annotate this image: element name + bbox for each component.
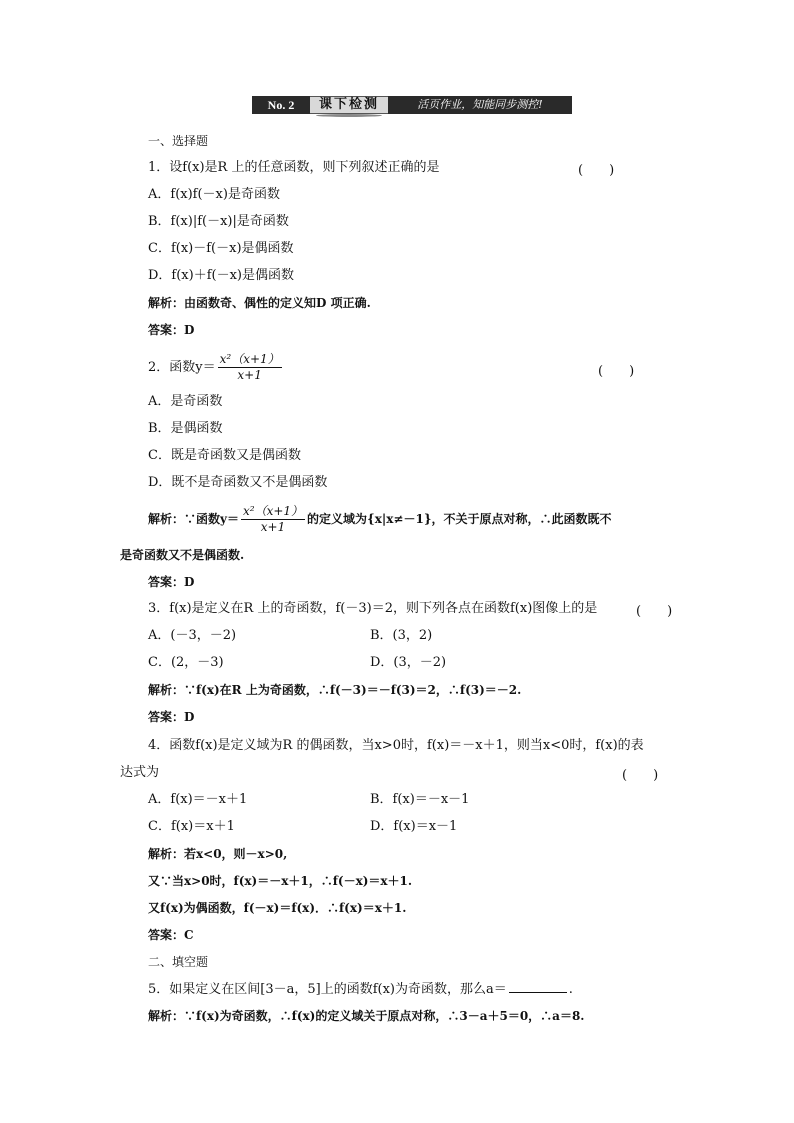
q3-option-c: C．(2，－3) — [148, 655, 224, 670]
section-heading-choice: 一、选择题 — [148, 134, 209, 148]
q2-fraction — [218, 352, 282, 383]
q2-explanation — [148, 501, 612, 541]
q2-fraction-numerator: x²（x+1） — [219, 352, 280, 366]
q4-explanation-line2: 又∵当x>0时，f(x)＝－x＋1，∴f(－x)＝x＋1. — [148, 874, 413, 888]
q4-answer-blank: ( ) — [622, 768, 659, 783]
q2-explanation-fraction — [241, 504, 305, 535]
q2-option-d: D．既不是奇函数又不是偶函数 — [148, 475, 328, 490]
banner-subtitle: 活页作业，知能同步测控! — [388, 96, 572, 114]
q3-explanation: 解析：∵f(x)在R 上为奇函数，∴f(－3)＝－f(3)＝2，∴f(3)＝－2. — [148, 683, 522, 697]
q4-explanation-line1: 解析：若x<0，则－x>0, — [148, 847, 288, 861]
q2-stem-prefix: 2．函数y＝ — [148, 360, 216, 375]
q4-option-a: A．f(x)＝－x＋1 — [148, 792, 248, 807]
q3-answer: 答案：D — [148, 710, 195, 724]
q1-option-b: B．f(x)|f(－x)|是奇函数 — [148, 214, 289, 229]
section-heading-fill: 二、填空题 — [148, 955, 209, 969]
q2-explanation-fraction-denominator: x+1 — [260, 520, 286, 534]
q2-option-b: B．是偶函数 — [148, 421, 223, 436]
q2-explanation-prefix: 解析：∵函数y＝ — [148, 512, 239, 526]
q4-option-d: D．f(x)＝x－1 — [370, 819, 458, 834]
q1-answer-blank: ( ) — [578, 163, 615, 178]
q2-explanation-suffix: 的定义域为{x|x≠－1}，不关于原点对称，∴此函数既不 — [307, 512, 612, 526]
q5-fill-blank — [509, 980, 567, 993]
q1-option-a: A．f(x)f(－x)是奇函数 — [148, 187, 280, 202]
q5-stem — [148, 980, 573, 999]
q3-option-d: D．(3，－2) — [370, 655, 447, 670]
q4-option-c: C．f(x)＝x＋1 — [148, 819, 235, 834]
banner-title: 课下检测 — [310, 96, 388, 114]
q2-stem — [148, 350, 284, 390]
q4-answer: 答案：C — [148, 928, 194, 942]
q5-stem-prefix: 5．如果定义在区间[3－a，5]上的函数f(x)为奇函数，那么a＝ — [148, 982, 507, 997]
q1-answer: 答案：D — [148, 323, 195, 337]
q3-option-b: B．(3，2) — [370, 628, 433, 643]
q2-answer: 答案：D — [148, 575, 195, 589]
q1-stem: 1．设f(x)是R 上的任意函数，则下列叙述正确的是 — [148, 160, 440, 175]
q5-explanation: 解析：∵f(x)为奇函数，∴f(x)的定义域关于原点对称，∴3－a＋5＝0，∴a＝8. — [148, 1009, 585, 1023]
q3-answer-blank: ( ) — [636, 604, 673, 619]
q4-explanation-line3: 又f(x)为偶函数，f(－x)＝f(x)．∴f(x)＝x＋1. — [148, 901, 407, 915]
q1-option-d: D．f(x)＋f(－x)是偶函数 — [148, 268, 294, 283]
q4-stem-line2: 达式为 — [120, 765, 160, 780]
q3-option-a: A．(－3，－2) — [148, 628, 237, 643]
section-banner — [252, 96, 572, 114]
q2-explanation-line2: 是奇函数又不是偶函数. — [120, 548, 245, 562]
q2-answer-blank: ( ) — [598, 364, 635, 379]
q3-stem: 3．f(x)是定义在R 上的奇函数，f(－3)＝2，则下列各点在函数f(x)图像上的是 — [148, 601, 598, 616]
q2-option-a: A．是奇函数 — [148, 394, 223, 409]
q2-explanation-fraction-numerator: x²（x+1） — [242, 504, 304, 518]
q1-option-c: C．f(x)－f(－x)是偶函数 — [148, 241, 294, 256]
banner-number: No. 2 — [252, 96, 310, 114]
q2-option-c: C．既是奇函数又是偶函数 — [148, 448, 301, 463]
q4-stem-line1: 4．函数f(x)是定义域为R 的偶函数，当x>0时，f(x)＝－x＋1，则当x<0时，f(x)的表 — [148, 738, 644, 753]
q1-explanation: 解析：由函数奇、偶性的定义知D 项正确. — [148, 296, 371, 310]
q5-stem-suffix: . — [568, 982, 573, 997]
q4-option-b: B．f(x)＝－x－1 — [370, 792, 470, 807]
q2-fraction-denominator: x+1 — [237, 368, 262, 382]
